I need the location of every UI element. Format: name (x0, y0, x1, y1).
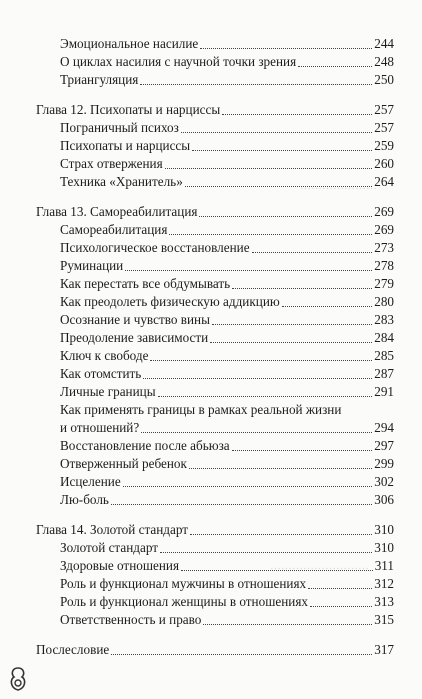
toc-entry (60, 366, 394, 382)
toc-entry-title: Руминации (60, 258, 124, 273)
leader-dots (308, 587, 372, 589)
corner-logo-icon (8, 666, 28, 692)
show-through-text: ……………………… (250, 76, 349, 88)
toc-entry-title: Исцеление (60, 474, 121, 489)
toc-entry-page: 269 (374, 204, 394, 219)
leader-dots (199, 215, 372, 217)
toc-chapter-title: Послесловие (36, 642, 110, 657)
toc-entry-title: Как преодолеть физическую аддикцию (60, 294, 280, 309)
leader-dots (212, 323, 372, 325)
toc-entry-page: 294 (374, 420, 394, 435)
leader-dots (200, 47, 372, 49)
toc-entry (60, 402, 394, 418)
toc-entry-page: 269 (374, 222, 394, 237)
toc-entry (60, 36, 394, 52)
toc-entry-page: 257 (374, 120, 394, 135)
toc-entry (60, 492, 394, 508)
toc-entry (60, 138, 394, 154)
leader-dots (181, 131, 372, 133)
toc-entry-page: 285 (374, 348, 394, 363)
toc-entry-page: 313 (374, 594, 394, 609)
leader-dots (190, 533, 372, 535)
toc-chapter (36, 522, 394, 538)
leader-dots (123, 485, 373, 487)
toc-entry-title: Эмоциональное насилие (60, 36, 199, 51)
leader-dots (140, 83, 372, 85)
toc-entry-page: 248 (374, 54, 394, 69)
toc-entry-page: 306 (374, 492, 394, 507)
toc-entry (60, 72, 394, 88)
toc-entry (60, 348, 394, 364)
leader-dots (165, 167, 373, 169)
leader-dots (111, 503, 372, 505)
toc-chapter-title: Глава 13. Самореабилитация (36, 204, 198, 219)
toc-entry-title: Ключ к свободе (60, 348, 149, 363)
toc-entry-title: Личные границы (60, 384, 156, 399)
toc-entry-title: Здоровые отношения (60, 558, 180, 573)
toc-entry (60, 294, 394, 310)
toc-chapter (36, 642, 394, 658)
toc-entry-title: Психопаты и нарциссы (60, 138, 191, 153)
toc-entry (60, 240, 394, 256)
toc-entry (60, 156, 394, 172)
toc-entry (60, 456, 394, 472)
toc-entry (60, 276, 394, 292)
toc-entry (60, 612, 394, 628)
toc-entry (60, 174, 394, 190)
show-through-text: ………………… (300, 180, 377, 192)
toc-entry-page: 278 (374, 258, 394, 273)
toc-entry (60, 120, 394, 136)
toc-entry-page: 283 (374, 312, 394, 327)
toc-entry-page: 280 (374, 294, 394, 309)
toc-entry-page: 302 (374, 474, 394, 489)
toc-entry-page: 299 (374, 456, 394, 471)
toc-entry (60, 540, 394, 556)
toc-entry-page: 311 (374, 558, 394, 573)
toc-entry-title: Восстановление после абьюза (60, 438, 230, 453)
toc-entry-title: Роль и функционал женщины в отношениях (60, 594, 308, 609)
toc-entry (60, 312, 394, 328)
leader-dots (310, 605, 372, 607)
toc-entry-title: Как применять границы в рамках реальной жизни (60, 402, 342, 417)
leader-dots (189, 467, 372, 469)
toc-entry-title: Страх отвержения (60, 156, 163, 171)
leader-dots (252, 251, 373, 253)
toc-entry-title: Преодоление зависимости (60, 330, 209, 345)
toc-entry (60, 594, 394, 610)
toc-entry-title: О циклах насилия с научной точки зрения (60, 54, 297, 69)
leader-dots (169, 233, 372, 235)
toc-entry (60, 54, 394, 70)
toc-entry (60, 258, 394, 274)
toc-chapter (36, 102, 394, 118)
leader-dots (232, 287, 372, 289)
toc-entry-title: Как отомстить (60, 366, 142, 381)
toc-chapter (36, 204, 394, 220)
toc-entry-page: 317 (374, 642, 394, 657)
leader-dots (210, 341, 372, 343)
leader-dots (181, 569, 373, 571)
leader-dots (158, 395, 373, 397)
toc-entry-page: 259 (374, 138, 394, 153)
toc-entry-page: 250 (374, 72, 394, 87)
toc-entry-page: 315 (374, 612, 394, 627)
leader-dots (222, 113, 372, 115)
toc-entry-title: Пограничный психоз (60, 120, 179, 135)
leader-dots (143, 377, 372, 379)
toc-entry-title: Психологическое восстановление (60, 240, 250, 255)
toc-entry-page: 287 (374, 366, 394, 381)
toc-entry-page: 284 (374, 330, 394, 345)
toc-entry (60, 474, 394, 490)
leader-dots (298, 65, 372, 67)
toc-entry (60, 420, 394, 436)
toc-entry (60, 330, 394, 346)
toc-entry-title: Как перестать все обдумывать (60, 276, 231, 291)
toc-entry (60, 438, 394, 454)
toc-entry-title: Золотой стандарт (60, 540, 158, 555)
toc-entry-title: Триангуляция (60, 72, 139, 87)
toc-chapter-title: Глава 12. Психопаты и нарциссы (36, 102, 221, 117)
toc-entry (60, 222, 394, 238)
toc-chapter-title: Глава 14. Золотой стандарт (36, 522, 189, 537)
leader-dots (150, 359, 372, 361)
leader-dots (203, 623, 372, 625)
toc-entry-title: Роль и функционал мужчины в отношениях (60, 576, 307, 591)
toc-entry-page: 257 (374, 102, 394, 117)
toc-entry-page: 312 (374, 576, 394, 591)
toc-entry-page: 310 (374, 522, 394, 537)
toc-entry-title: Отверженный ребенок (60, 456, 187, 471)
toc-entry-page: 273 (374, 240, 394, 255)
toc-entry (60, 384, 394, 400)
toc-entry-title: Техника «Хранитель» (60, 174, 183, 189)
toc-entry-title: Ответственность и право (60, 612, 202, 627)
leader-dots (185, 185, 372, 187)
leader-dots (282, 305, 372, 307)
toc-entry-page: 260 (374, 156, 394, 171)
leader-dots (343, 414, 392, 415)
toc-entry-page: 264 (374, 174, 394, 189)
leader-dots (192, 149, 372, 151)
leader-dots (232, 449, 373, 451)
toc-entry-title: и отношений? (60, 420, 140, 435)
toc-entry-title: Лю-боль (60, 492, 109, 507)
show-through-text: ……………………… (270, 560, 369, 572)
leader-dots (125, 269, 372, 271)
toc-entry-title: Самореабилитация (60, 222, 168, 237)
toc-entry-page: 279 (374, 276, 394, 291)
toc-entry-title: Осознание и чувство вины (60, 312, 210, 327)
toc-entry-page: 310 (374, 540, 394, 555)
leader-dots (141, 431, 372, 433)
leader-dots (160, 551, 372, 553)
toc-entry (60, 558, 394, 574)
toc-entry-page: 291 (374, 384, 394, 399)
toc-entry-page: 244 (374, 36, 394, 51)
leader-dots (111, 653, 372, 655)
toc-entry-page: 297 (374, 438, 394, 453)
toc-entry (60, 576, 394, 592)
